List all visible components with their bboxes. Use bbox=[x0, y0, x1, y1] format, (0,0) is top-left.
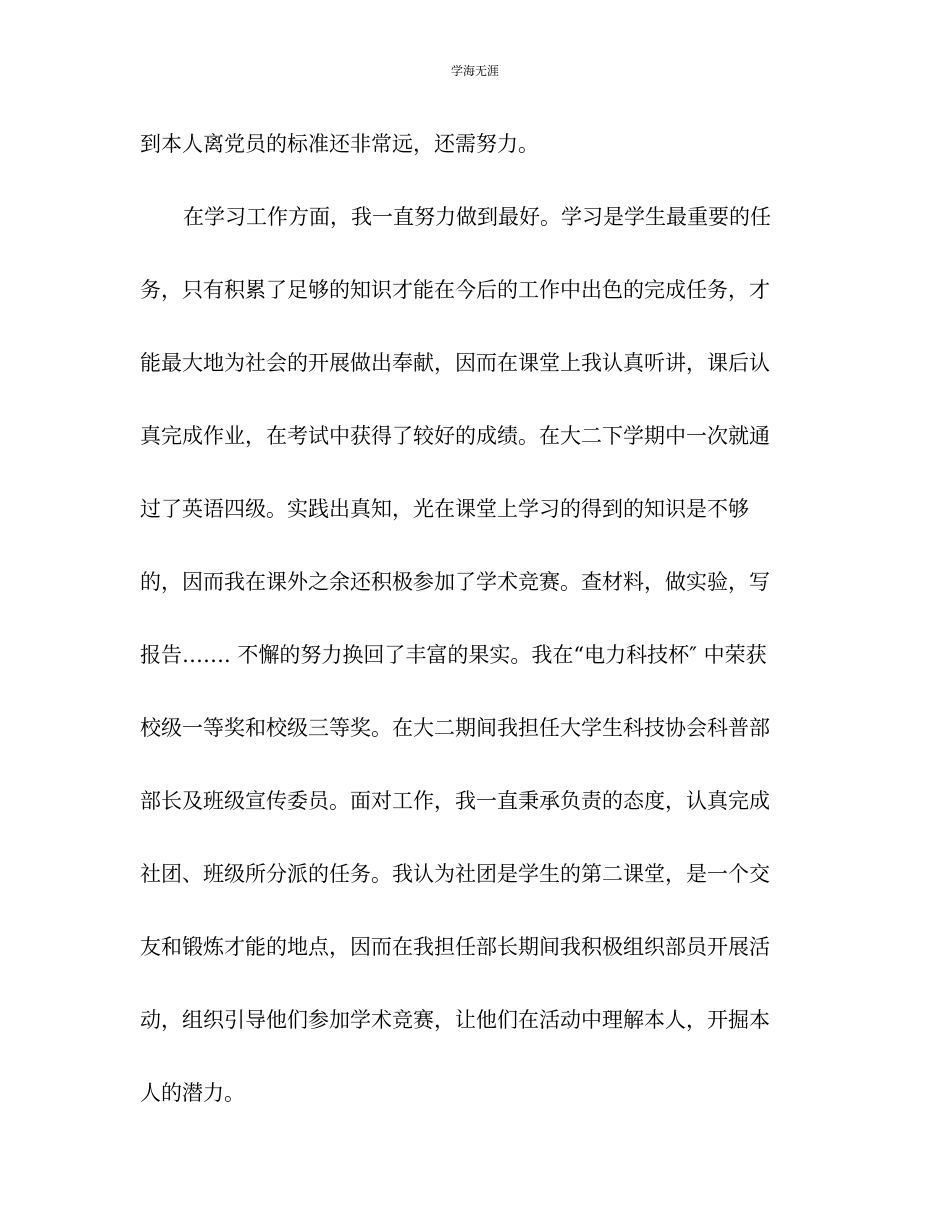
text-line: 报告……. 不懈的努力换回了丰富的果实。我在“电力科技杯″ 中荣获 bbox=[140, 643, 767, 667]
text-line: 友和锻炼才能的地点，因而在我担任部长期间我积极组织部员开展活 bbox=[140, 935, 770, 959]
text-line: 能最大地为社会的开展做出奉献，因而在课堂上我认真听讲，课后认 bbox=[140, 351, 770, 375]
text-line: 部长及班级宣传委员。面对工作，我一直秉承负责的态度，认真完成 bbox=[140, 789, 770, 813]
text-line: 校级一等奖和校级三等奖。在大二期间我担任大学生科技协会科普部 bbox=[140, 716, 770, 740]
text-line: 过了英语四级。实践出真知，光在课堂上学习的得到的知识是不够 bbox=[140, 497, 749, 521]
text-line: 社团、班级所分派的任务。我认为社团是学生的第二课堂，是一个交 bbox=[140, 862, 770, 886]
text-line: 人的潜力。 bbox=[140, 1081, 245, 1105]
text-line: 务，只有积累了足够的知识才能在今后的工作中出色的完成任务，才 bbox=[140, 278, 770, 302]
text-line: 真完成作业，在考试中获得了较好的成绩。在大二下学期中一次就通 bbox=[140, 424, 770, 448]
page-header: 学海无涯 bbox=[450, 64, 499, 78]
text-line: 的，因而我在课外之余还积极参加了学术竞赛。查材料，做实验，写 bbox=[140, 570, 770, 594]
paragraph-start-line: 在学习工作方面，我一直努力做到最好。学习是学生最重要的任 bbox=[183, 205, 771, 229]
text-line: 到本人离党员的标准还非常远，还需努力。 bbox=[140, 132, 539, 156]
text-line: 动，组织引导他们参加学术竞赛，让他们在活动中理解本人，开掘本 bbox=[140, 1008, 770, 1032]
